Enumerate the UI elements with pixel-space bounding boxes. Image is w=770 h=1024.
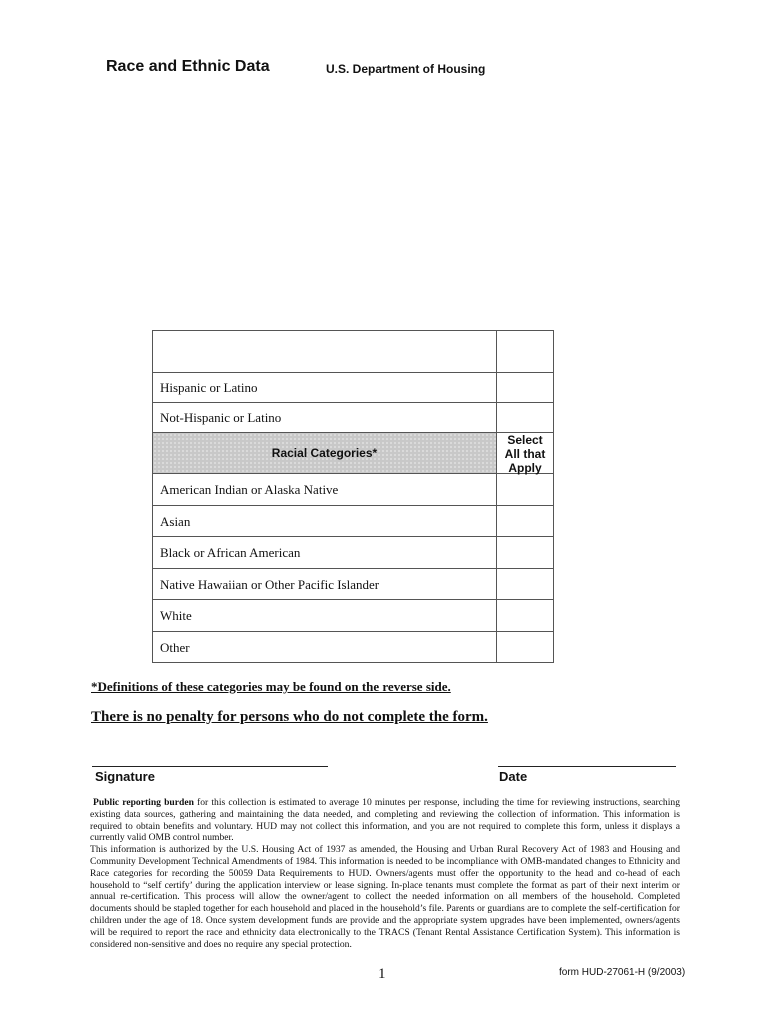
select-all-heading	[497, 433, 553, 475]
select-line-1: Select	[507, 433, 543, 447]
racial-categories-heading: Racial Categories*	[271, 446, 378, 460]
no-penalty-note: There is no penalty for persons who do not complete the form.	[91, 709, 488, 725]
racial-label-pacific-islander: Native Hawaiian or Other Pacific Islander	[160, 577, 380, 592]
select-line-3: Apply	[508, 461, 542, 475]
racial-header-row	[153, 433, 553, 474]
department-name: U.S. Department of Housing	[326, 62, 486, 76]
racial-row-white	[153, 600, 553, 632]
ethnic-row-not-hispanic	[153, 403, 553, 433]
race-ethnic-table	[152, 330, 554, 663]
form-title: Race and Ethnic Data	[106, 58, 270, 75]
burden-statement	[90, 797, 680, 950]
checkbox-black[interactable]	[497, 537, 553, 568]
checkbox-hispanic[interactable]	[497, 373, 553, 402]
select-line-2: All that	[504, 447, 546, 461]
ethnic-label-not-hispanic: Not-Hispanic or Latino	[160, 410, 282, 425]
checkbox-other[interactable]	[497, 632, 553, 662]
ethnic-header-row	[153, 331, 553, 373]
racial-row-other	[153, 632, 553, 662]
burden-paragraph-1-text: for this collection is estimated to average 10 minutes per response, including the time for reviewing instructions, searching existing data sources, gathering and maintaining the data needed, and completing and reviewing the collection of information. This information is required to obtain benefits and voluntary. HUD may not collect this information, and you are not required to complete this form, unless it displays a currently valid OMB control number.	[90, 797, 680, 844]
signature-line[interactable]	[92, 766, 328, 767]
racial-row-black	[153, 537, 553, 569]
checkbox-white[interactable]	[497, 600, 553, 631]
table-column-divider	[496, 331, 497, 662]
ethnic-row-hispanic	[153, 373, 553, 403]
racial-label-other: Other	[160, 640, 190, 655]
racial-label-white: White	[160, 608, 192, 623]
racial-label-black: Black or African American	[160, 545, 301, 560]
date-label: Date	[499, 769, 528, 784]
racial-row-asian	[153, 506, 553, 537]
checkbox-pacific-islander[interactable]	[497, 569, 553, 599]
racial-row-american-indian	[153, 474, 553, 506]
date-line[interactable]	[498, 766, 676, 767]
definitions-note: *Definitions of these categories may be found on the reverse side.	[91, 679, 451, 694]
checkbox-asian[interactable]	[497, 506, 553, 536]
form-number: form HUD-27061-H (9/2003)	[559, 967, 686, 978]
checkbox-not-hispanic[interactable]	[497, 403, 553, 432]
ethnic-header-checkbox	[497, 331, 553, 372]
ethnic-label-hispanic: Hispanic or Latino	[160, 380, 258, 395]
signature-label: Signature	[95, 769, 155, 784]
burden-lead: Public reporting burden	[93, 797, 194, 808]
racial-label-asian: Asian	[160, 514, 191, 529]
checkbox-american-indian[interactable]	[497, 474, 553, 505]
burden-paragraph-1	[90, 797, 680, 844]
burden-paragraph-2: This information is authorized by the U.S. Housing Act of 1937 as amended, the Housing and Urban Rural Recovery Act of 1983 and Housing and Community Development Technical Amendments of 1984. This information is needed to be incompliance with OMB-mandated changes to Ethnicity and Race categories for recording the 50059 Data Requirements to HUD. Owners/agents must offer the opportunity to the head and co-head of each household to “self certify’ during the application interview or lease signing. In-place tenants must complete the format as part of their next interim or annual re-certification. This process will allow the owner/agent to collect the needed information on all members of the household. Completed documents should be stapled together for each household and placed in the household’s file. Parents or guardians are to complete the self-certification for children under the age of 18. Once system development funds are provide and the appropriate system upgrades have been implemented, owners/agents will be required to report the race and ethnicity data electronically to the TRACS (Tenant Rental Assistance Certification System). This information is considered non-sensitive and does no require any special protection.	[90, 844, 680, 950]
racial-row-pacific-islander	[153, 569, 553, 600]
page-number: 1	[378, 966, 386, 982]
racial-label-american-indian: American Indian or Alaska Native	[160, 482, 339, 497]
